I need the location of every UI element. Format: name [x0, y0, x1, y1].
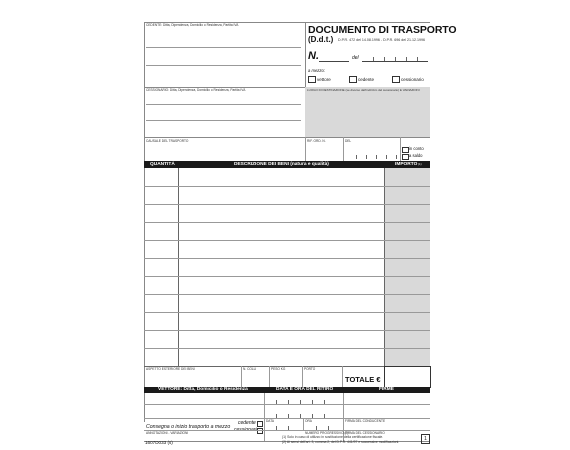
cedente-checkbox[interactable]	[349, 76, 357, 83]
in-conto-label: in conto	[409, 146, 424, 151]
cedente-label: cedente	[358, 77, 375, 82]
consegna-cessionario-checkbox[interactable]	[257, 428, 263, 434]
importo-header: IMPORTO	[395, 162, 418, 167]
footnote-2: (2) Ai sensi dell'art. 3, comma 2, del D.P.R. 441/97 e successive modificazioni.	[282, 440, 400, 444]
consegna-cedente-checkbox[interactable]	[257, 421, 263, 427]
table-row[interactable]	[144, 330, 430, 331]
consegna-cedente: cedente	[238, 420, 256, 426]
date-tick	[373, 57, 374, 61]
ritiro-tick	[300, 414, 301, 418]
vettore-checkbox[interactable]	[308, 76, 316, 83]
rif-ord-label: RIF. ORD. N.	[307, 139, 326, 143]
a-saldo-label: a saldo	[409, 153, 423, 158]
carrier-header: VETTORE: Ditta, Domicilio o Residenza	[158, 387, 248, 392]
del-tick	[356, 155, 357, 159]
quantity-column-rule	[178, 168, 179, 366]
form-code: 1607D033 (s)	[145, 440, 173, 445]
recipient-line	[146, 104, 301, 105]
carrier-line	[144, 418, 430, 419]
date-tick	[406, 57, 407, 61]
causale-label: CAUSALE DEL TRASPORTO	[146, 139, 189, 143]
ritiro-tick	[288, 414, 289, 418]
table-row[interactable]	[144, 312, 430, 313]
causale-top-rule	[144, 137, 430, 138]
ritiro-tick	[276, 414, 277, 418]
totale-field[interactable]	[384, 366, 431, 388]
table-row[interactable]	[144, 222, 430, 223]
ora-label: ORA	[305, 419, 312, 423]
ritiro-header: DATA E ORA DEL RITIRO	[276, 387, 334, 392]
peso-divider	[302, 366, 303, 387]
date-tick	[395, 57, 396, 61]
ritiro-tick	[300, 400, 301, 404]
number-label: N.	[308, 50, 319, 62]
del-tick	[396, 155, 397, 159]
colli-divider	[269, 366, 270, 387]
table-row[interactable]	[144, 294, 430, 295]
quantity-header: QUANTITÀ	[150, 162, 175, 167]
firma-conducente-label: FIRMA DEL CONDUCENTE	[345, 419, 386, 423]
causale-divider	[305, 137, 306, 161]
ritiro-tick	[324, 414, 325, 418]
table-row[interactable]	[144, 240, 430, 241]
destination-box[interactable]	[305, 87, 430, 137]
numero-progressivo-label: NUMERO PROGRESSIVO (2)	[305, 431, 349, 435]
firma-cessionario-label: FIRMA DEL CESSIONARIO	[345, 431, 385, 435]
importo-column-rule	[384, 168, 385, 366]
ritiro-tick	[312, 400, 313, 404]
sender-line	[146, 47, 301, 48]
transport-means-label: a mezzo:	[308, 68, 325, 73]
recipient-line	[146, 120, 301, 121]
del-label: DEL	[345, 139, 352, 143]
date-label: del	[352, 55, 359, 61]
ritiro-tick	[324, 400, 325, 404]
law-reference: D.P.R. 472 del 14.08.1996 - D.P.R. 696 del 21.12.1996	[338, 38, 425, 42]
date-tick	[417, 57, 418, 61]
porto-label: PORTO	[304, 367, 316, 371]
importo-note: (1)	[418, 162, 422, 166]
carrier-line	[144, 404, 430, 405]
number-field[interactable]	[319, 61, 349, 62]
table-row[interactable]	[144, 258, 430, 259]
table-row[interactable]	[144, 186, 430, 187]
cessionario-checkbox[interactable]	[392, 76, 400, 83]
ritiro-tick	[288, 400, 289, 404]
ritiro-tick	[312, 414, 313, 418]
table-row[interactable]	[144, 348, 430, 349]
del-tick	[366, 155, 367, 159]
date-tick	[384, 57, 385, 61]
rif-divider	[343, 137, 344, 161]
porto-divider	[342, 366, 343, 387]
ritiro-left-divider	[264, 393, 265, 441]
transport-document-form	[144, 22, 457, 444]
header-divider	[305, 22, 306, 87]
annotazioni-label: ANNOTAZIONI - VARIAZIONI	[146, 431, 189, 435]
ddt-label: (D.d.t.)	[308, 35, 334, 44]
table-row[interactable]	[144, 276, 430, 277]
description-header: DESCRIZIONE DEI BENI (natura e qualità)	[234, 162, 329, 167]
del-tick	[376, 155, 377, 159]
copy-number: 1	[421, 434, 430, 444]
firme-header: FIRME	[379, 387, 394, 392]
saldo-divider	[400, 137, 401, 161]
colli-label: N. COLLI	[243, 367, 257, 371]
ritiro-tick	[276, 400, 277, 404]
del-tick	[386, 155, 387, 159]
vettore-label: vettore	[317, 77, 331, 82]
table-row[interactable]	[144, 204, 430, 205]
data-ora-divider	[303, 418, 304, 430]
aspetto-label: ASPETTO ESTERIORE DEI BENI	[146, 367, 195, 371]
consegna-text: Consegna o inizio trasporto a mezzo	[146, 424, 231, 430]
importo-column[interactable]	[384, 168, 430, 366]
peso-label: PESO KG	[271, 367, 286, 371]
aspetto-divider	[241, 366, 242, 387]
footnote-1: (1) Solo in caso di utilizzo in sostituzione della certificazione fiscale.	[282, 435, 384, 439]
destination-label: LUOGO DI DESTINAZIONE (se diverso dall'indirizzo del cessionario) E VARIAZIONI	[307, 88, 420, 92]
totale-label: TOTALE €	[345, 375, 381, 384]
a-saldo-checkbox[interactable]	[402, 154, 409, 160]
recipient-label: CESSIONARIO: Ditta, Dipendenza, Domicilio o Residenza, Partita IVA	[146, 88, 246, 92]
in-conto-checkbox[interactable]	[402, 147, 409, 153]
document-title: DOCUMENTO DI TRASPORTO	[308, 24, 457, 36]
sender-line	[146, 65, 301, 66]
sender-label: CEDENTE: Ditta, Dipendenza, Domicilio o Residenza, Partita IVA	[146, 23, 239, 27]
date-field[interactable]	[362, 61, 428, 62]
cessionario-label: cessionario	[401, 77, 424, 82]
data-label: DATA	[266, 419, 275, 423]
